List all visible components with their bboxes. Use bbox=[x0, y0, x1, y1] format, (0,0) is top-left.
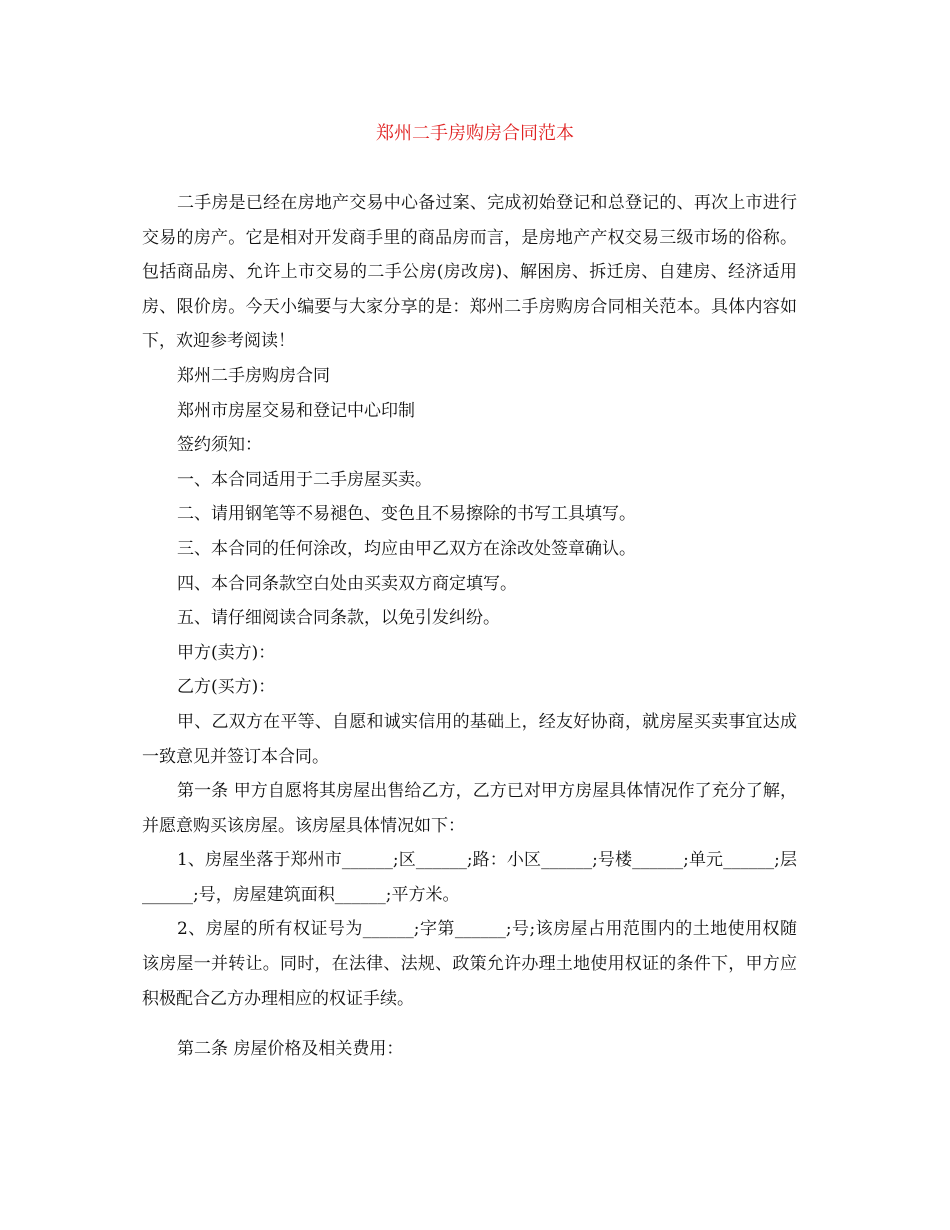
notice-item-1: 一、本合同适用于二手房屋买卖。 bbox=[177, 469, 432, 490]
notice-item-3: 三、本合同的任何涂改，均应由甲乙双方在涂改处签章确认。 bbox=[177, 538, 636, 559]
intro-paragraph: 二手房是已经在房地产交易中心备过案、完成初始登记和总登记的、再次上市进行交易的房产。它是相对开发商手里的商品房而言，是房地产产权交易三级市场的俗称。包括商品房、允许上市交易的二手公房(房改房)、解困房、拆迁房、自建房、经济适用房、限价房。今天小编要与大家分享的是：郑州二手房购房合同相关范本。具体内容如下，欢迎参考阅读！ bbox=[142, 193, 797, 352]
article-2-heading: 第二条 房屋价格及相关费用： bbox=[177, 1039, 404, 1060]
notice-heading: 签约须知： bbox=[177, 435, 262, 456]
agreement-preamble: 甲、乙双方在平等、自愿和诚实信用的基础上，经友好协商，就房屋买卖事宜达成一致意见并签订本合同。 bbox=[142, 711, 797, 767]
article-1-item-1: 1、房屋坐落于郑州市______;区______;路：小区______;号楼______;单元______;层______;号，房屋建筑面积______;平方米。 bbox=[142, 850, 797, 905]
document-body bbox=[142, 186, 797, 1067]
contract-name: 郑州二手房购房合同 bbox=[177, 365, 330, 386]
notice-item-5: 五、请仔细阅读合同条款，以免引发纠纷。 bbox=[177, 608, 500, 629]
party-a-line: 甲方(卖方)： bbox=[177, 642, 276, 663]
article-1: 第一条 甲方自愿将其房屋出售给乙方，乙方已对甲方房屋具体情况作了充分了解，并愿意购买该房屋。该房屋具体情况如下： bbox=[142, 781, 797, 836]
issuer-line: 郑州市房屋交易和登记中心印制 bbox=[177, 400, 415, 421]
article-1-item-2: 2、房屋的所有权证号为______;字第______;号;该房屋占用范围内的土地使用权随该房屋一并转让。同时，在法律、法规、政策允许办理土地使用权证的条件下，甲方应积极配合乙方办理相应的权证手续。 bbox=[142, 919, 797, 1009]
notice-item-4: 四、本合同条款空白处由买卖双方商定填写。 bbox=[177, 573, 517, 594]
document-title: 郑州二手房购房合同范本 bbox=[376, 123, 574, 144]
notice-item-2: 二、请用钢笔等不易褪色、变色且不易擦除的书写工具填写。 bbox=[177, 504, 636, 525]
party-b-line: 乙方(买方)： bbox=[177, 677, 276, 698]
